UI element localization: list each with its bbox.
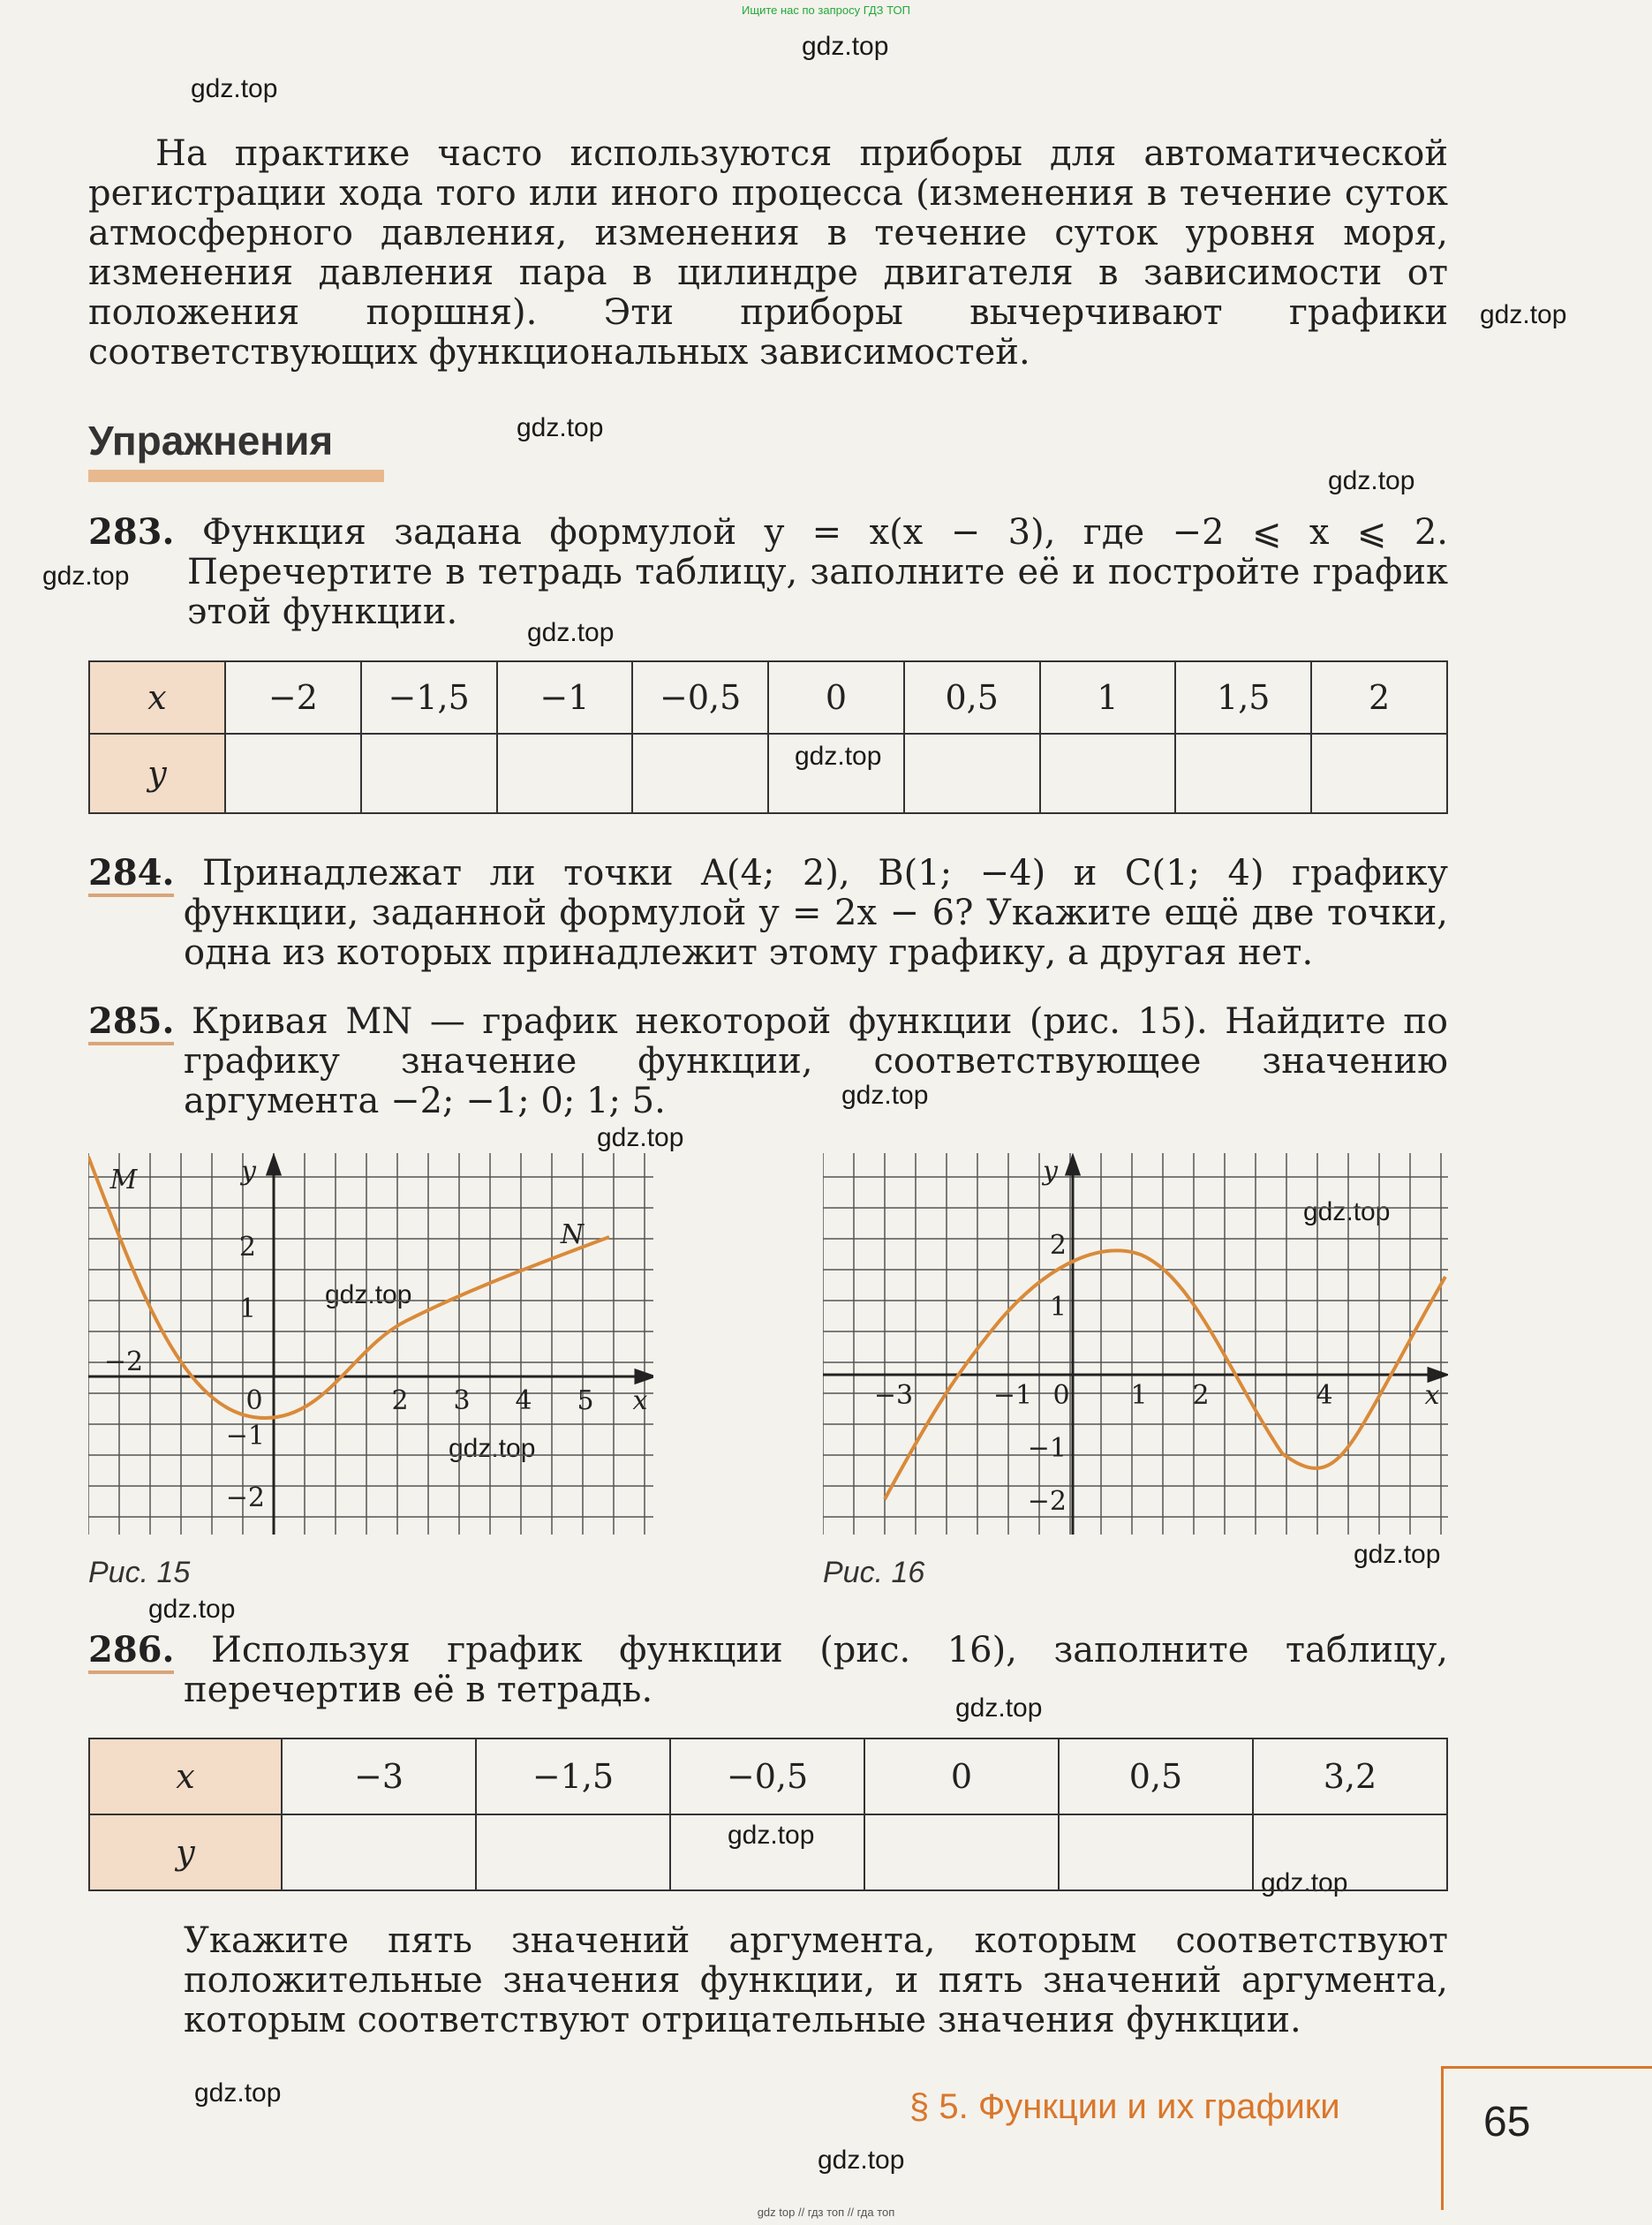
exercise-number: 283. <box>88 511 175 553</box>
watermark: gdz.top <box>1480 300 1567 329</box>
watermark: gdz.top <box>1328 466 1415 495</box>
row-label-y: y <box>89 734 225 813</box>
table-cell-empty <box>768 734 904 813</box>
table-cell: 2 <box>1311 661 1447 734</box>
y-tick-label: 1 <box>238 1294 256 1324</box>
point-n-label: N <box>560 1219 585 1250</box>
x-tick-label: −2 <box>103 1346 144 1377</box>
watermark: gdz.top <box>148 1595 236 1624</box>
x-tick-label: 4 <box>1316 1380 1333 1411</box>
watermark: gdz.top <box>955 1693 1043 1723</box>
table-cell-empty <box>1059 1814 1253 1890</box>
figure-16-caption: Рис. 16 <box>823 1556 925 1589</box>
table-cell-empty <box>225 734 361 813</box>
table-cell-empty <box>670 1814 864 1890</box>
curve-mn <box>88 1157 609 1418</box>
x-tick-label: 5 <box>577 1385 594 1416</box>
y-tick-label: −1 <box>225 1421 265 1452</box>
watermark: gdz.top <box>325 1280 412 1309</box>
table-cell: −1,5 <box>361 661 497 734</box>
watermark: gdz.top <box>1354 1540 1441 1569</box>
table-cell: −3 <box>282 1739 476 1814</box>
watermark: gdz.top <box>818 2146 905 2175</box>
watermark: gdz.top <box>728 1821 815 1850</box>
x-axis-label: x <box>632 1385 648 1416</box>
table-cell: −0,5 <box>670 1739 864 1814</box>
y-tick-label: −1 <box>1027 1433 1067 1464</box>
watermark: gdz.top <box>517 413 604 442</box>
table-cell-empty <box>632 734 768 813</box>
table-cell: 0 <box>864 1739 1059 1814</box>
top-note: Ищите нас по запросу ГДЗ ТОП <box>742 4 910 17</box>
table-cell-empty <box>1040 734 1176 813</box>
table-cell: −1 <box>497 661 633 734</box>
watermark: gdz.top <box>802 32 889 61</box>
table-cell-empty <box>904 734 1040 813</box>
point-m-label: M <box>109 1165 138 1195</box>
row-label-x: x <box>89 1739 282 1814</box>
table-cell-empty <box>282 1814 476 1890</box>
table-cell: 1,5 <box>1175 661 1311 734</box>
y-tick-label: −2 <box>1027 1486 1067 1517</box>
watermark: gdz.top <box>527 618 615 647</box>
table-286 <box>88 1738 1448 1891</box>
x-axis-label: x <box>1424 1380 1440 1411</box>
exercise-text: Кривая MN — график некоторой функции (рис. 15). Найдите по графику значение функции, соответствующее значению аргумента −2; −1; 0; 1; 5. <box>184 1001 1448 1121</box>
watermark: gdz.top <box>1261 1868 1348 1897</box>
table-cell: 0 <box>768 661 904 734</box>
watermark: gdz.top <box>795 742 882 771</box>
watermark: gdz.top <box>1303 1197 1391 1226</box>
exercise-text: Функция задана формулой y = x(x − 3), где −2 ⩽ x ⩽ 2. Перечертите в тетрадь таблицу, заполните её и постройте график этой функции. <box>187 512 1448 632</box>
y-tick-label: 1 <box>1049 1292 1067 1323</box>
x-tick-label: 0 <box>1052 1380 1070 1411</box>
page-number-box <box>1441 2066 1652 2210</box>
y-axis-label: y <box>241 1156 256 1187</box>
bottom-note: gdz top // гдз топ // гда топ <box>757 2206 895 2219</box>
table-cell: 1 <box>1040 661 1176 734</box>
section-heading: Упражнения <box>88 418 334 464</box>
exercise-285 <box>88 1001 1448 1121</box>
row-label-x: x <box>89 661 225 734</box>
table-cell: −1,5 <box>476 1739 670 1814</box>
watermark: gdz.top <box>191 74 278 103</box>
exercise-283 <box>88 512 1448 632</box>
table-cell-empty <box>864 1814 1059 1890</box>
table-cell: 3,2 <box>1253 1739 1447 1814</box>
figure-15 <box>88 1153 653 1535</box>
exercise-text: Принадлежат ли точки A(4; 2), B(1; −4) и C(1; 4) графику функции, заданной формулой y = 2x − 6? Укажите ещё две точки, одна из которых принадлежит этому графику, а другая нет. <box>184 853 1449 973</box>
watermark: gdz.top <box>194 2078 282 2108</box>
y-tick-label: 2 <box>1049 1230 1067 1261</box>
table-cell-empty <box>1175 734 1311 813</box>
intro-paragraph: На практике часто используются приборы для автоматической регистрации хода того или иного процесса (изменения в течение суток атмосферного давления, изменения в течение суток уровня моря, изменения давления пара в цилиндре двигателя в зависимости от положения поршня). Эти приборы вычерчивают графики соответствующих функциональных зависимостей. <box>88 133 1448 373</box>
figure-15-caption: Рис. 15 <box>88 1556 191 1589</box>
exercise-number: 285. <box>88 1000 174 1045</box>
row-label-y: y <box>89 1814 282 1890</box>
y-tick-label: −2 <box>225 1482 265 1513</box>
page-number: 65 <box>1483 2099 1531 2146</box>
exercise-284 <box>88 853 1448 973</box>
table-cell-empty <box>476 1814 670 1890</box>
y-tick-label: 2 <box>238 1232 256 1263</box>
exercise-286 <box>88 1630 1448 1710</box>
exercise-number: 284. <box>88 852 174 897</box>
table-cell: 0,5 <box>1059 1739 1253 1814</box>
y-axis-label: y <box>1043 1156 1058 1187</box>
x-tick-label: 2 <box>391 1385 409 1416</box>
heading-underline <box>88 470 384 482</box>
table-cell-empty <box>1253 1814 1447 1890</box>
x-tick-label: −3 <box>873 1380 914 1411</box>
x-tick-label: 3 <box>453 1385 471 1416</box>
x-tick-label: 4 <box>515 1385 532 1416</box>
watermark: gdz.top <box>42 562 130 591</box>
x-tick-label: 2 <box>1192 1380 1210 1411</box>
exercise-286-followup: Укажите пять значений аргумента, которым соответствуют положительные значения функции, и пять значений аргумента, которым соответствуют отрицательные значения функции. <box>184 1920 1448 2040</box>
exercise-number: 286. <box>88 1629 174 1674</box>
table-cell: −2 <box>225 661 361 734</box>
exercise-text: Используя график функции (рис. 16), заполните таблицу, перечертив её в тетрадь. <box>184 1630 1448 1710</box>
table-cell-empty <box>1311 734 1447 813</box>
x-tick-label: 0 <box>245 1385 263 1416</box>
x-tick-label: −1 <box>992 1380 1033 1411</box>
table-cell-empty <box>497 734 633 813</box>
x-tick-label: 1 <box>1130 1380 1148 1411</box>
watermark: gdz.top <box>449 1434 536 1463</box>
watermark: gdz.top <box>841 1081 929 1110</box>
section-footer: § 5. Функции и их графики <box>909 2087 1340 2126</box>
table-cell: 0,5 <box>904 661 1040 734</box>
figure-16 <box>823 1153 1448 1535</box>
table-cell-empty <box>361 734 497 813</box>
table-283 <box>88 660 1448 814</box>
table-cell: −0,5 <box>632 661 768 734</box>
watermark: gdz.top <box>597 1123 684 1152</box>
